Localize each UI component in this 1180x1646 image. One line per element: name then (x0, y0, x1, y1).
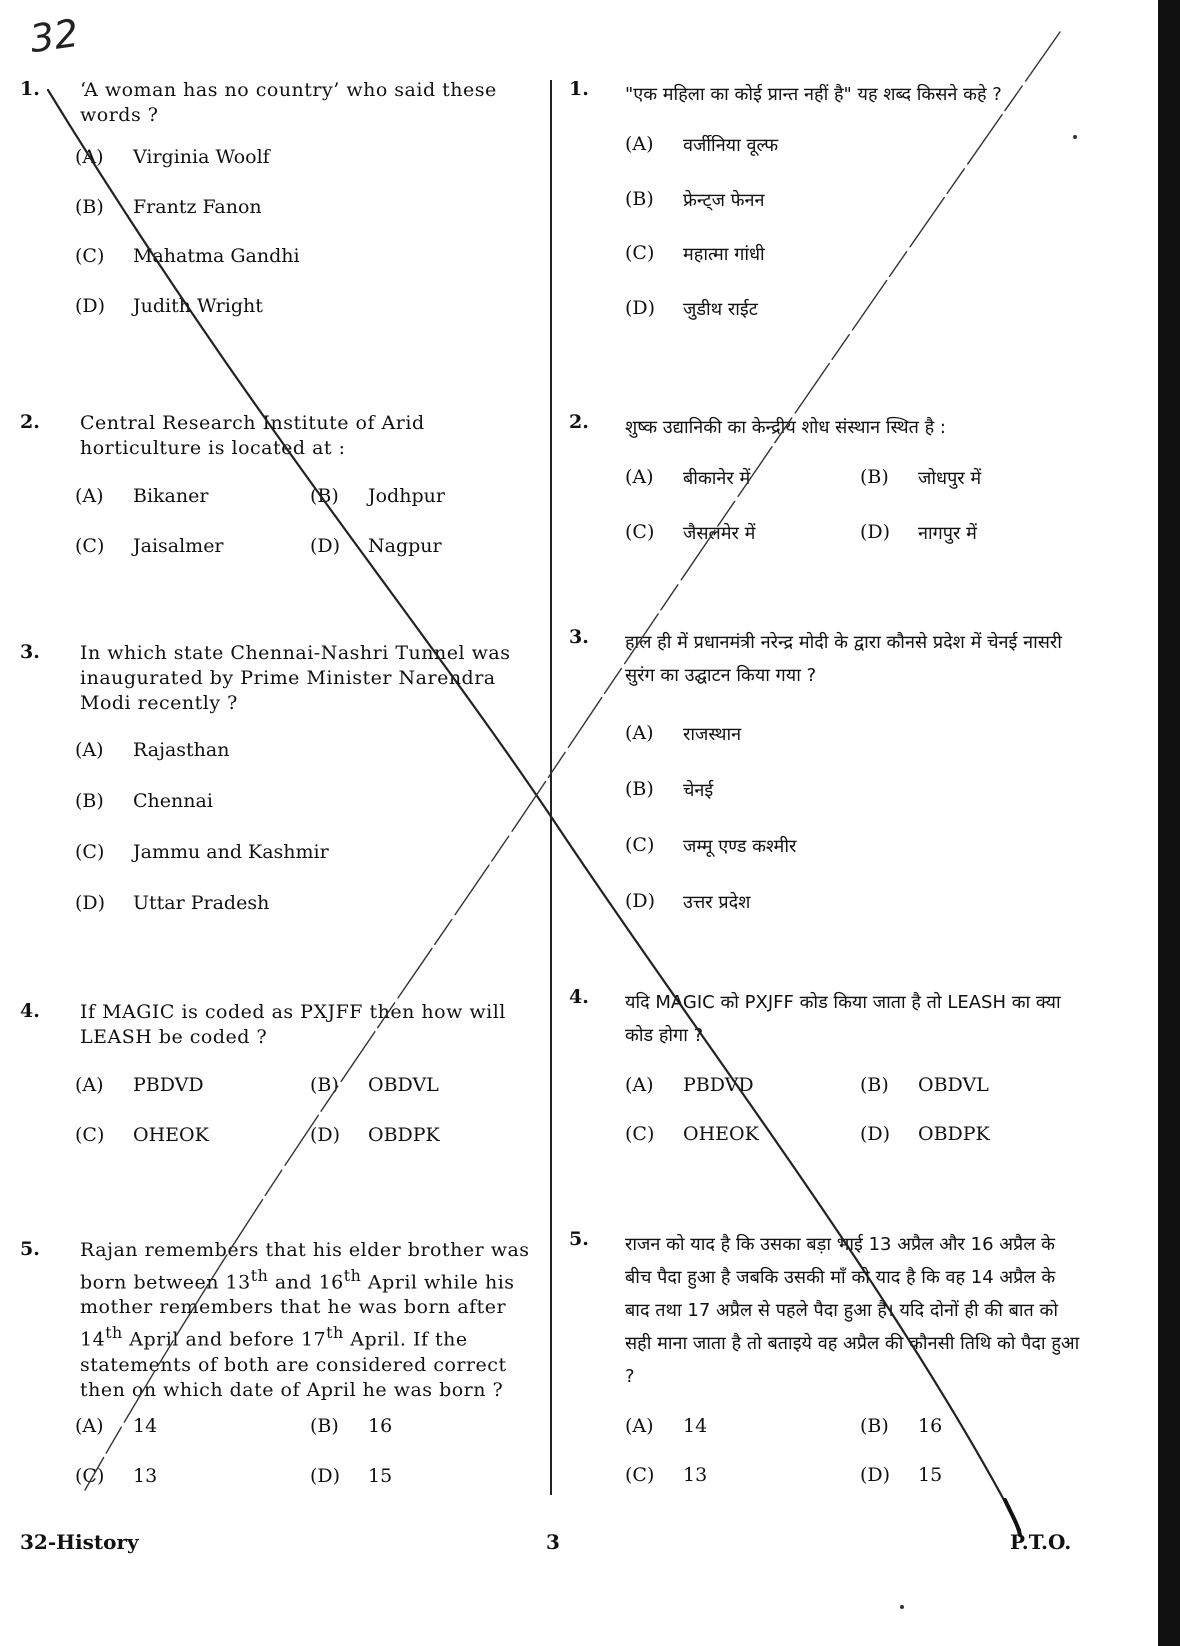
question-number: 4. (20, 1000, 40, 1022)
question-text: हाल ही में प्रधानमंत्री नरेन्द्र मोदी के द्वारा कौनसे प्रदेश में चेनई नासरी सुरंग का उद्घाटन किया गया ? (625, 632, 1062, 686)
question-number: 5. (569, 1228, 589, 1250)
question-text: शुष्क उद्यानिकी का केन्द्रीय शोध संस्थान स्थित है : (625, 417, 946, 438)
question-number: 3. (20, 641, 40, 663)
question-number: 3. (569, 626, 589, 648)
hindi-column: 1. "एक महिला का कोई प्रान्त नहीं है" यह शब्द किसने कहे ? (A) वर्जीनिया वूल्फ (B) फ्रेन्ट्ज फेनन (C) महात्मा गांधी (D) जुडीथ राईट 2. शुष्क उद्यानिकी का केन्द्रीय शोध संस्थान स्थित है : (A) बीकानेर में (B) जोधपुर में (C) जैसलमेर में (D) नागपुर में 3. हाल ही में प्रधानमंत्री नरेन्द्र मोदी के द्वारा कौनसे प्रदेश में चेनई नासरी सुरंग का उद्घाटन किया गया ? (A) राजस्थान (B) चेनई (C) जम्मू एण्ड कश्मीर (D) उत्तर प्रदेश 4. यदि MAGIC को PXJFF कोड किया जाता है तो LEASH का क्या कोड होगा ? (A) PBDVD (B) OBDVL (C) OHEOK (D) OBDPK 5. राजन को याद है कि उसका बड़ा भाई 13 अप्रैल और 16 अप्रैल के बीच पैदा हुआ है जबकि उसकी माँ को याद है कि वह 14 अप्रैल के बाद तथा 17 अप्रैल से पहले पैदा हुआ है। यदि दोनों ही की बात को सही माना जाता है तो बताइये वह अप्रैल की कौनसी तिथि को पैदा हुआ ? (A) 14 (B) 16 (C) 13 (D) 15 (565, 78, 1085, 1486)
english-column: 1. ‘A woman has no country’ who said these words ? (A) Virginia Woolf (B) Frantz Fanon (C) Mahatma Gandhi (D) Judith Wright 2. Central Research Institute of Arid horticulture is located at : (A) Bikaner (B) Jodhpur (C) Jaisalmer (D) Nagpur 3. In which state Chennai-Nashri Tunnel was inaugurated by Prime Minister Narendra Modi recently ? (A) Rajasthan (B) Chennai (C) Jammu and Kashmir (D) Uttar Pradesh 4. If MAGIC is coded as PXJFF then how will LEASH be coded ? (A) PBDVD (B) OBDVL (C) OHEOK (D) OBDPK 5. Rajan remembers that his elder brother was born between 13th and 16th April while his mother remembers that he was born after 14th April and before 17th April. If the statements of both are considered correct then on which date of April he was born ? (A) 14 (B) 16 (C) 13 (D) 15 (20, 78, 540, 1486)
question-number: 5. (20, 1238, 40, 1260)
question-text: राजन को याद है कि उसका बड़ा भाई 13 अप्रैल और 16 अप्रैल के बीच पैदा हुआ है जबकि उसकी माँ को याद है कि वह 14 अप्रैल के बाद तथा 17 अप्रैल से पहले पैदा हुआ है। यदि दोनों ही की बात को सही माना जाता है तो बताइये वह अप्रैल की कौनसी तिथि को पैदा हुआ ? (625, 1234, 1080, 1387)
question-number: 2. (20, 411, 40, 433)
question-number: 4. (569, 986, 589, 1008)
question-text: In which state Chennai-Nashri Tunnel was inaugurated by Prime Minister Narendra Modi recently ? (80, 642, 511, 714)
footer-pto: P.T.O. (1010, 1530, 1072, 1554)
footer-subject-code: 32-History (20, 1530, 139, 1554)
question-number: 1. (20, 78, 40, 100)
question-text: If MAGIC is coded as PXJFF then how will LEASH be coded ? (80, 1001, 506, 1048)
question-number: 2. (569, 411, 589, 433)
question-text: यदि MAGIC को PXJFF कोड किया जाता है तो LEASH का क्या कोड होगा ? (625, 992, 1061, 1046)
question-text: Rajan remembers that his elder brother was born between 13th and 16th April while his mother remembers that he was born after 14th April and before 17th April. If the statements of both are considered correct then on which date of April he was born ? (80, 1239, 530, 1401)
handwritten-page-mark: 32 (27, 10, 82, 62)
speck (1073, 135, 1077, 139)
pen-stroke-left-to-right (48, 90, 1020, 1530)
pen-stroke-right-to-left (85, 32, 1060, 1490)
question-text: Central Research Institute of Arid horticulture is located at : (80, 412, 425, 459)
speck (900, 1605, 904, 1609)
question-number: 1. (569, 78, 589, 100)
question-text: "एक महिला का कोई प्रान्त नहीं है" यह शब्द किसने कहे ? (625, 84, 1002, 105)
question-text: ‘A woman has no country’ who said these words ? (80, 79, 497, 126)
page-number: 3 (546, 1530, 560, 1554)
